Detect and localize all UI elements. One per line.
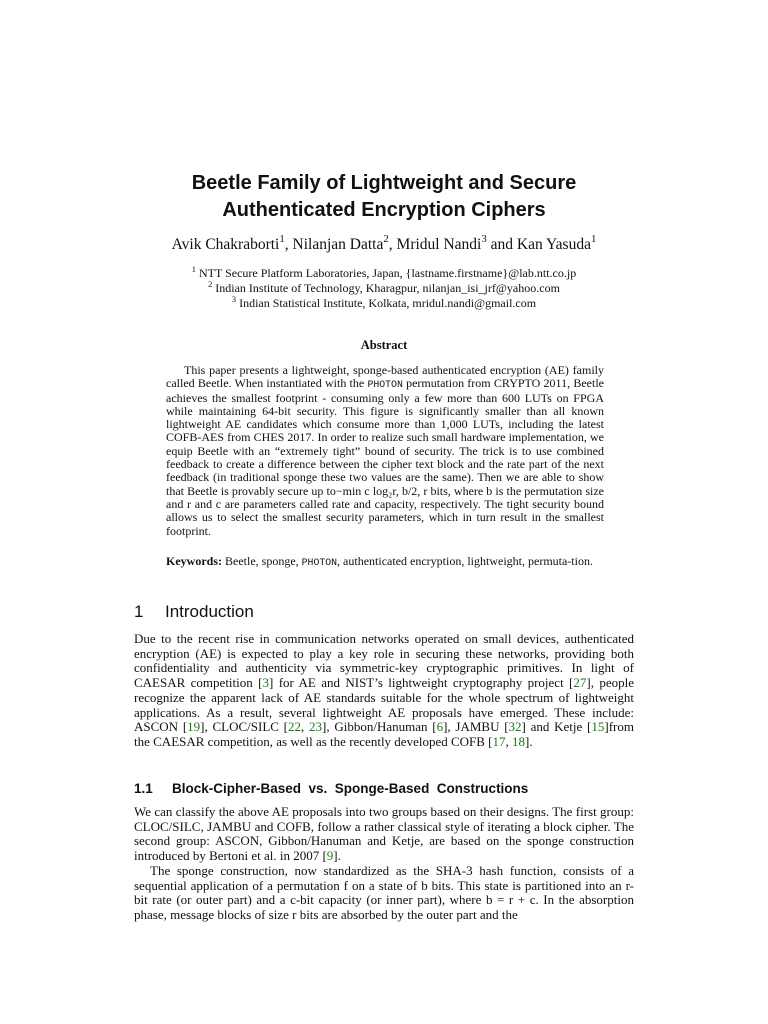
author-list — [100, 233, 668, 254]
title-line-1: Beetle Family of Lightweight and Secure — [191, 172, 577, 194]
paragraph-text: ], JAMBU [ — [443, 719, 509, 735]
citation-link[interactable]: 18 — [512, 733, 526, 749]
title-line-2: Authenticated Encryption Ciphers — [222, 199, 546, 221]
citation-link[interactable]: 32 — [508, 719, 522, 735]
keywords-text: Beetle, sponge, — [222, 554, 302, 568]
photon-term: PHOTON — [301, 557, 338, 568]
citation-link[interactable]: 22 — [288, 719, 302, 735]
abstract-paragraph — [166, 364, 604, 538]
paragraph-text: Due to the recent rise in communication networks operated on small devices, authenticated encryption (AE) is expected to play a key role in securing these networks, providing both confidentiality and authenticity via symmetric-key cryptographic primitives. In light of CAESAR competition [ — [134, 631, 634, 691]
affiliation-mark: 3 — [231, 294, 237, 304]
paper-title — [120, 170, 648, 224]
citation-link[interactable]: 27 — [573, 675, 587, 691]
citation-link[interactable]: 17 — [492, 733, 506, 749]
abstract-text: This paper presents a lightweight, sponge-based authenticated encryption (AE) family called Beetle. When instantiated with the — [166, 363, 604, 391]
citation-link[interactable]: 3 — [262, 675, 269, 691]
affiliation — [100, 266, 668, 281]
author-separator: , — [284, 236, 293, 253]
keywords-label: Keywords: — [166, 554, 222, 568]
affiliation-list — [100, 266, 668, 311]
author-name: Nilanjan Datta — [292, 236, 384, 253]
citation-link[interactable]: 15 — [591, 719, 605, 735]
subsection-heading — [134, 781, 528, 796]
paragraph-text: ] for AE and NIST’s lightweight cryptography project [ — [268, 675, 574, 691]
citation-link[interactable]: 9 — [326, 848, 334, 864]
author-separator: and — [486, 236, 517, 253]
affiliation-text: Indian Statistical Institute, Kolkata, mridul.nandi@gmail.com — [239, 296, 537, 310]
author-affil-mark: 1 — [279, 233, 285, 246]
section-number: 1 — [134, 602, 144, 621]
photon-term: PHOTON — [367, 379, 403, 391]
citation-link[interactable]: 23 — [309, 719, 323, 735]
author-name: Kan Yasuda — [516, 236, 591, 253]
introduction-paragraph — [134, 632, 634, 750]
paragraph-text: ] and Ketje [ — [521, 719, 592, 735]
author-affil-mark: 2 — [383, 233, 389, 246]
author-separator: , — [388, 236, 397, 253]
abstract-text: permutation from CRYPTO 2011, Beetle achieves the smallest footprint - consuming only a few more than 600 LUTs on FPGA while maintaining 64-bit security. This figure is significantly smaller than all known lightweight AE candidates which consume more than 1,000 LUTs, including the latest COFB-AES from CHES 2017. In order to realize such small hardware implementation, we equip Beetle with an “extremely tight” bound of security. The trick is to use combined feedback to create a difference between the cipher text block and the rate part of the next feedback (in traditional sponge these two values are the same). Then we are able to show that Beetle is provably secure up — [166, 376, 604, 498]
author-affil-mark: 3 — [481, 233, 487, 246]
paragraph-text: , — [301, 719, 310, 735]
keywords-text: , authenticated encryption, lightweight, permuta-tion. — [337, 554, 593, 568]
affiliation-mark: 1 — [191, 264, 196, 274]
affiliation-mark: 2 — [208, 279, 213, 289]
abstract-body — [166, 364, 604, 538]
author-affil-mark: 1 — [590, 233, 597, 246]
subsection-title: Block-Cipher-Based vs. Sponge-Based Constructions — [172, 781, 529, 796]
section-heading-introduction — [134, 602, 254, 622]
subsection-number: 1.1 — [134, 781, 153, 796]
paragraph-text: ]from the CAESAR competition, as well as the recently developed COFB [ — [134, 719, 634, 749]
abstract-heading: Abstract — [360, 338, 408, 352]
author-name: Avik Chakraborti — [171, 236, 280, 253]
citation-link[interactable]: 6 — [436, 719, 444, 735]
paragraph-text: , — [505, 733, 513, 749]
section-title: Introduction — [165, 602, 254, 621]
introduction-body — [134, 632, 634, 750]
subsection-paragraph: The sponge construction, now standardized as the SHA-3 hash function, consists of a sequential application of a permutation f on a state of b bits. This state is partitioned into an r-bit rate (or outer part) and a c-bit capacity (or inner part), where b = r + c. In the absorption phase, message blocks of size r bits are absorbed by the outer part and the — [134, 862, 634, 922]
affiliation-text: NTT Secure Platform Laboratories, Japan, {lastname.firstname}@lab.ntt.co.jp — [198, 266, 577, 280]
paragraph-text: We can classify the above AE proposals into two groups based on their designs. The first group: CLOC/SILC, JAMBU and COFB, follow a rather classical style of iterating a block cipher. The second group: ASCON, Gibbon/Hanuman and Ketje, are based on the sponge construction introduced by Bertoni et al. in 2007 [ — [134, 804, 634, 864]
paragraph-text: ]. — [333, 848, 341, 864]
paragraph-text: ], people recognize the apparent lack of AE standards suitable for the whole spectrum of lightweight applications. As a result, several lightweight AE proposals have emerged. These include: ASCON [ — [134, 675, 634, 735]
keywords — [166, 555, 604, 569]
citation-link[interactable]: 19 — [187, 719, 201, 735]
affiliation — [100, 296, 668, 311]
affiliation-text: Indian Institute of Technology, Kharagpur, nilanjan_isi_jrf@yahoo.com — [215, 281, 560, 295]
security-bound-formula: to−min c log₂r, b/2, r — [326, 483, 428, 498]
author-name: Mridul Nandi — [396, 236, 482, 253]
paragraph-text: ]. — [525, 733, 533, 749]
paragraph-text: ], CLOC/SILC [ — [200, 719, 289, 735]
affiliation — [100, 281, 668, 296]
subsection-paragraph — [134, 805, 634, 864]
paragraph-text: ], Gibbon/Hanuman [ — [322, 719, 437, 735]
subsection-body — [134, 805, 634, 923]
abstract-text: bits, where b is the permutation size and r and c are parameters called rate and capacity, respectively. The tight security bound allows us to select the smallest security parameters, which in turn result in the smallest footprint. — [166, 483, 604, 538]
